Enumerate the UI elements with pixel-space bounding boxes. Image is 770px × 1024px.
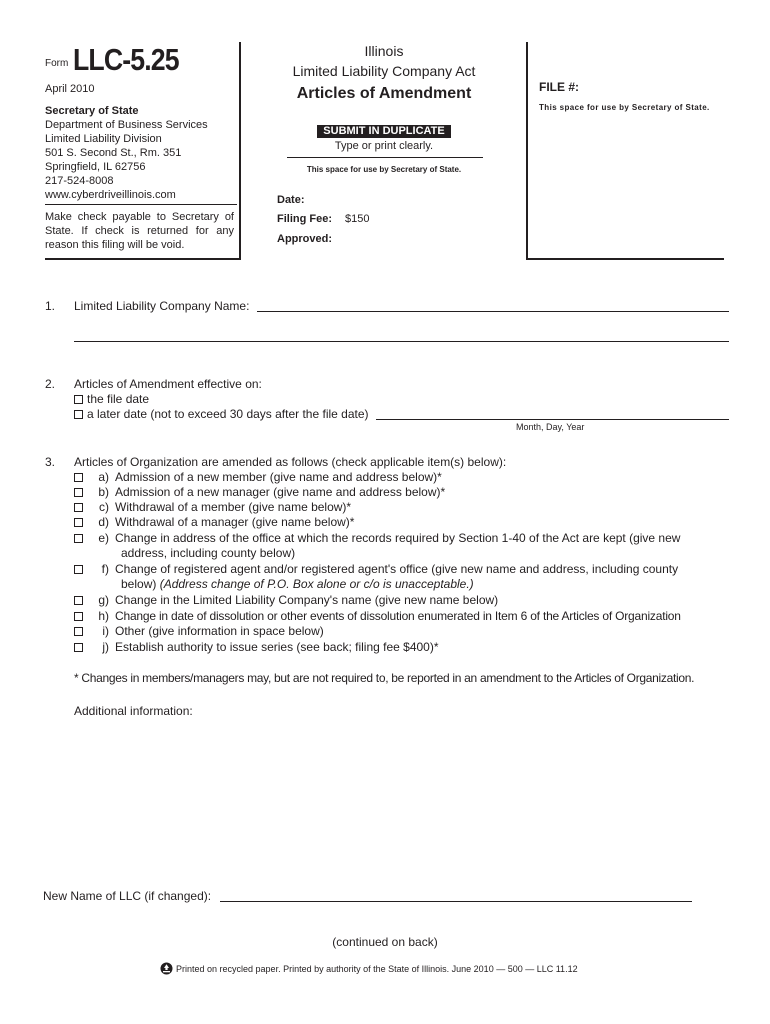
option-label: a later date (not to exceed 30 days after the file date)	[87, 407, 369, 421]
llc-name-field[interactable]	[257, 311, 729, 312]
file-number-label: FILE #:	[539, 80, 580, 94]
continued-note: (continued on back)	[332, 935, 438, 949]
website-link[interactable]: www.cyberdriveillinois.com	[45, 189, 176, 201]
llc-name-label: Limited Liability Company Name:	[74, 299, 250, 313]
divider	[45, 258, 241, 260]
item-checkbox[interactable]	[74, 488, 83, 497]
amendment-item: j) Establish authority to issue series (see back; filing fee $400)*	[74, 640, 439, 655]
later-date-field[interactable]	[376, 419, 729, 420]
form-number: LLC-5.25	[73, 42, 179, 77]
amendment-item-cont: address, including county below)	[121, 546, 296, 560]
item-checkbox[interactable]	[74, 518, 83, 527]
item-checkbox[interactable]	[74, 473, 83, 482]
new-name-field[interactable]	[220, 901, 692, 902]
page-title: Articles of Amendment	[296, 85, 472, 102]
date-caption: Month, Day, Year	[516, 422, 585, 432]
office-line: 217-524-8008	[45, 175, 114, 187]
item-checkbox[interactable]	[74, 627, 83, 636]
item-checkbox[interactable]	[74, 565, 83, 574]
office-line: Department of Business Services	[45, 119, 208, 131]
item-checkbox[interactable]	[74, 534, 83, 543]
filing-fee-value: $150	[345, 213, 370, 225]
filing-fee-label: Filing Fee:	[277, 213, 332, 225]
amendment-item: a) Admission of a new member (give name and address below)*	[74, 470, 442, 485]
amendment-item: c) Withdrawal of a member (give name below)*	[74, 500, 351, 515]
footer	[160, 962, 640, 976]
footnote: * Changes in members/managers may, but are not required to, be reported in an amendment to the Articles of Organization.	[74, 671, 695, 685]
divider	[526, 42, 528, 260]
option-later-date	[74, 407, 369, 422]
approved-label: Approved:	[277, 233, 332, 245]
office-line: 501 S. Second St., Rm. 351	[45, 147, 182, 159]
act-name: Limited Liability Company Act	[292, 63, 476, 79]
additional-info-area[interactable]	[74, 722, 729, 882]
date-label: Date:	[277, 194, 305, 206]
item-checkbox[interactable]	[74, 612, 83, 621]
effective-date-label: Articles of Amendment effective on:	[74, 377, 262, 391]
additional-info-label: Additional information:	[74, 704, 193, 718]
amendment-item: d) Withdrawal of a manager (give name below)*	[74, 515, 354, 530]
sos-space-note-right: This space for use by Secretary of State.	[539, 103, 710, 112]
amendment-item: i) Other (give information in space below)	[74, 624, 324, 639]
file-date-checkbox[interactable]	[74, 395, 83, 404]
item-checkbox[interactable]	[74, 643, 83, 652]
form-prefix: Form	[45, 58, 69, 69]
check-note: Make check payable to Secretary of State. If check is returned for any reason this filing will be void.	[45, 211, 234, 251]
submit-duplicate-badge: SUBMIT IN DUPLICATE	[317, 125, 451, 138]
amendment-item: h) Change in date of dissolution or other events of dissolution enumerated in Item 6 of the Articles of Organization	[74, 609, 681, 624]
office-address	[45, 118, 208, 202]
item-checkbox[interactable]	[74, 596, 83, 605]
amendment-item: b) Admission of a new manager (give name and address below)*	[74, 485, 445, 500]
new-name-label: New Name of LLC (if changed):	[43, 889, 212, 903]
office-line: Limited Liability Division	[45, 133, 162, 145]
option-label: the file date	[87, 392, 150, 406]
divider	[45, 204, 237, 205]
form-date: April 2010	[45, 83, 95, 95]
state-name: Illinois	[364, 43, 404, 59]
type-print-note: Type or print clearly.	[334, 140, 434, 152]
footer-text: Printed on recycled paper. Printed by authority of the State of Illinois. June 2010 — 500 — LLC 11.12	[176, 964, 578, 974]
amendments-label: Articles of Organization are amended as follows (check applicable item(s) below):	[74, 455, 507, 469]
divider	[526, 258, 724, 260]
recycle-icon	[160, 962, 173, 975]
office-line: Springfield, IL 62756	[45, 161, 146, 173]
option-file-date	[74, 392, 149, 407]
sos-space-note: This space for use by Secretary of State.	[306, 165, 462, 174]
amendment-item: e) Change in address of the office at which the records required by Section 1-40 of the Act are kept (give new	[74, 531, 680, 546]
llc-name-field-line2[interactable]	[74, 341, 729, 342]
office-title: Secretary of State	[45, 105, 139, 117]
section-number: 1.	[45, 299, 56, 313]
divider	[287, 157, 483, 158]
item-checkbox[interactable]	[74, 503, 83, 512]
section-number: 2.	[45, 377, 56, 391]
section-number: 3.	[45, 455, 56, 469]
later-date-checkbox[interactable]	[74, 410, 83, 419]
amendment-item: f) Change of registered agent and/or registered agent's office (give new name and address, including county	[74, 562, 678, 577]
amendment-item: g) Change in the Limited Liability Company's name (give new name below)	[74, 593, 498, 608]
amendment-item-cont: below) (Address change of P.O. Box alone or c/o is unacceptable.)	[121, 577, 474, 591]
